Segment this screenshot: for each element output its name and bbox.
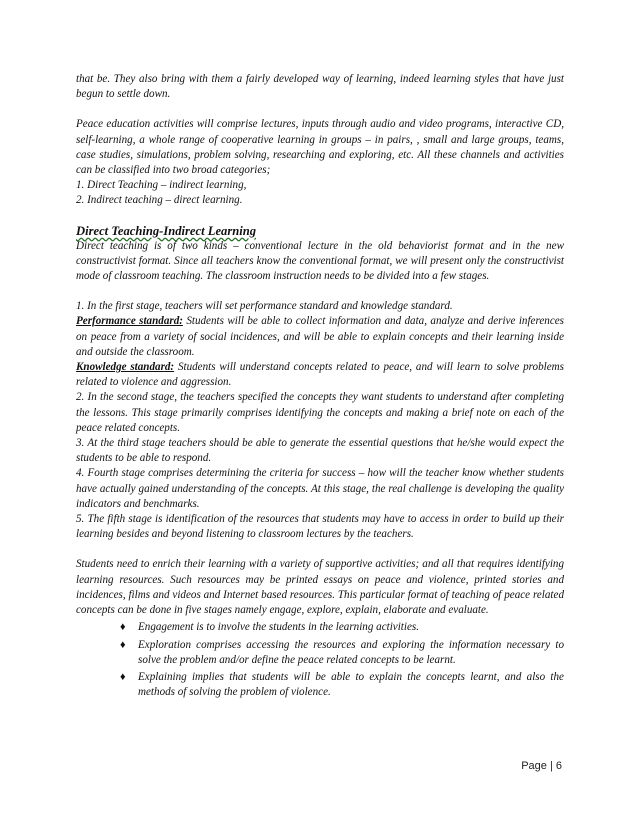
category-one: 1. Direct Teaching – indirect learning, <box>76 179 247 192</box>
performance-standard-label: Performance standard: <box>76 315 183 328</box>
knowledge-standard-text: Students will understand concepts related to peace, and will learn to solve problems related to violence and aggression. <box>76 361 564 389</box>
knowledge-standard-label: Knowledge standard: <box>76 361 175 374</box>
intro-paragraph: that be. They also bring with them a fairly developed way of learning, indeed learning styles that have just begun to settle down. <box>76 73 564 101</box>
stages-list <box>76 620 564 700</box>
performance-standard-text: Students will be able to collect information and data, analyze and derive inferences on peace from a variety of social incidences, and will be able to explain concepts and their learning inside and outside the classroom. <box>76 315 565 358</box>
knowledge-standard <box>76 360 564 390</box>
stage-five: 5. The fifth stage is identification of the resources that students may have to access in order to build up their learning besides and beyond listening to classroom lectures by the teachers. <box>76 513 564 541</box>
stage-three: 3. At the third stage teachers should be able to generate the essential questions that he/she would expect the students to be able to respond. <box>76 437 564 465</box>
stage-four: 4. Fourth stage comprises determining the criteria for success – how will the teacher know whether students have actually gained understanding of the concepts. At this stage, the real challenge is developing the quality indicators and benchmarks. <box>76 467 564 510</box>
diamond-bullet-icon: ♦ <box>120 621 126 634</box>
page-number: Page | 6 <box>521 760 562 772</box>
stage-one: 1. In the first stage, teachers will set performance standard and knowledge standard. <box>76 300 453 313</box>
section-description: Direct teaching is of two kinds – conventional lecture in the old behaviorist format and in the new constructivist format. Since all teachers know the conventional format, we will present only the constructivist mode of classroom teaching. The classroom instruction needs to be divided into a few stages. <box>76 239 564 283</box>
stage-two: 2. In the second stage, the teachers specified the concepts they want students to understand after completing the lessons. This stage primarily comprises identifying the concepts and making a brief note on each of the peace related concepts. <box>76 391 564 434</box>
activities-paragraph: Peace education activities will comprise lectures, inputs through audio and video programs, interactive CD, self-learning, a whole range of cooperative learning in groups – in pairs, , small and large groups, teams, case studies, simulations, problem solving, researching and exploring, etc. All these channels and activities can be classified into two broad categories; <box>76 118 564 177</box>
performance-standard <box>76 314 564 360</box>
category-two: 2. Indirect teaching – direct learning. <box>76 194 243 207</box>
list-item: ♦ Exploration comprises accessing the resources and exploring the information necessary to solve the problem and/or define the peace related concepts to be learnt. <box>120 638 564 666</box>
section-heading: Direct Teaching-Indirect Learning <box>76 223 257 238</box>
resources-paragraph: Students need to enrich their learning with a variety of supportive activities; and all that requires identifying learning resources. Such resources may be printed essays on peace and violence, printed stories and incidences, films and videos and Internet based resources. This particular format of teaching of peace related concepts can be done in five stages namely engage, explore, explain, elaborate and evaluate. <box>76 558 564 617</box>
list-item: ♦ Explaining implies that students will be able to explain the concepts learnt, and also the methods of solving the problem of violence. <box>120 670 564 699</box>
diamond-bullet-icon: ♦ <box>120 638 126 651</box>
diamond-bullet-icon: ♦ <box>120 670 126 683</box>
page-content <box>76 72 564 702</box>
list-item: ♦ Engagement is to involve the students in the learning activities. <box>122 620 564 635</box>
